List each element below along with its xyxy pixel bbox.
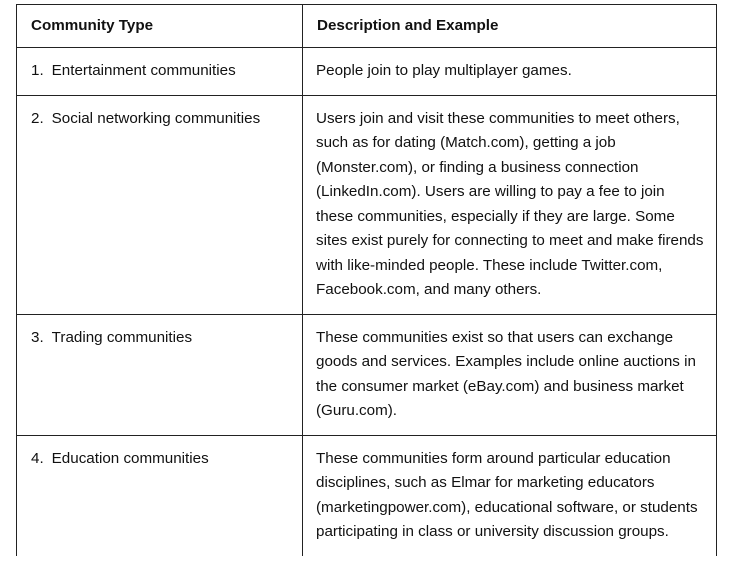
column-header-community-type: Community Type [17,5,303,48]
community-type-label: Social networking communities [51,109,261,127]
table-row [17,48,717,96]
row-number: 1. [31,62,44,79]
description-cell: People join to play multiplayer games. [303,48,717,96]
community-types-table-container [16,4,716,556]
row-number: 4. [31,449,44,467]
table-header-row [17,5,717,48]
column-header-description: Description and Example [303,5,717,48]
row-number: 3. [31,328,44,346]
description-cell: These communities form around particular education disciplines, such as Elmar for marketing educators (marketingpower.com), educational software, or students participating in class or university discussion groups. [303,435,717,556]
description-cell: These communities exist so that users can exchange goods and services. Examples include online auctions in the consumer market (eBay.com) and business market (Guru.com). [303,314,717,435]
community-type-cell [17,314,303,435]
description-cell: Users join and visit these communities to meet others, such as for dating (Match.com), getting a job (Monster.com), or finding a business connection (LinkedIn.com). Users are willing to pay a fee to join these communities, especially if they are large. Some sites exist purely for connecting to meet and make firends with like-minded people. These include Twitter.com, Facebook.com, and many others. [303,95,717,314]
community-type-label: Trading communities [51,328,193,346]
community-type-label: Entertainment communities [51,62,236,79]
table-row [17,95,717,314]
table-row [17,314,717,435]
community-type-cell [17,95,303,314]
community-types-table [16,4,717,556]
community-type-cell [17,48,303,96]
table-row [17,435,717,556]
community-type-label: Education communities [51,449,209,467]
community-type-cell [17,435,303,556]
row-number: 2. [31,109,44,127]
